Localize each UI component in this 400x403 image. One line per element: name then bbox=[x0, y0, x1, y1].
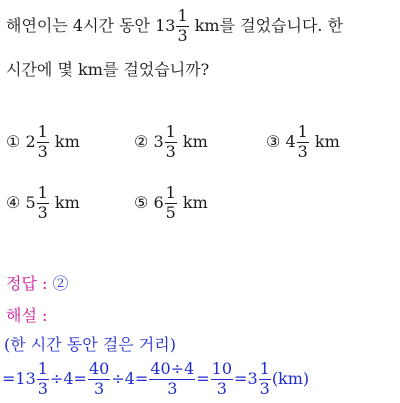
explanation-equation: =13 $\frac{1}{3}$ ÷4= $\frac{40}{3}$ ÷4= $\frac{40\div 4}{3}$ = $\frac{10}{3}$ =3 $\frac{1}{3}$ (km) bbox=[2, 359, 310, 398]
question-line-1 bbox=[6, 8, 343, 45]
choice-2[interactable]: ② 3 $\frac{1}{3}$ km bbox=[134, 122, 208, 161]
question-text-end: km를 걸었습니다. 한 bbox=[194, 15, 344, 35]
explanation-label: 해설 : bbox=[6, 306, 48, 325]
choice-5[interactable]: ⑤ 6 $\frac{1}{5}$ km bbox=[134, 183, 208, 222]
choice-1[interactable]: ① 2 $\frac{1}{3}$ km bbox=[6, 122, 80, 161]
answer-label: 정답 : bbox=[6, 274, 48, 293]
answer-line bbox=[6, 271, 69, 294]
question-line-2: 시간에 몇 km를 걸었습니까? bbox=[6, 60, 210, 79]
choice-3[interactable]: ③ 4 $\frac{1}{3}$ km bbox=[266, 122, 340, 161]
answer-value: ② bbox=[52, 274, 69, 293]
question-text-start: 해연이는 4시간 동안 13 bbox=[6, 15, 176, 35]
choice-4[interactable]: ④ 5 $\frac{1}{3}$ km bbox=[6, 183, 80, 222]
question-fraction: $\frac{1}{3}$ bbox=[177, 6, 188, 45]
explanation-intro: (한 시간 동안 걸은 거리) bbox=[4, 335, 176, 354]
